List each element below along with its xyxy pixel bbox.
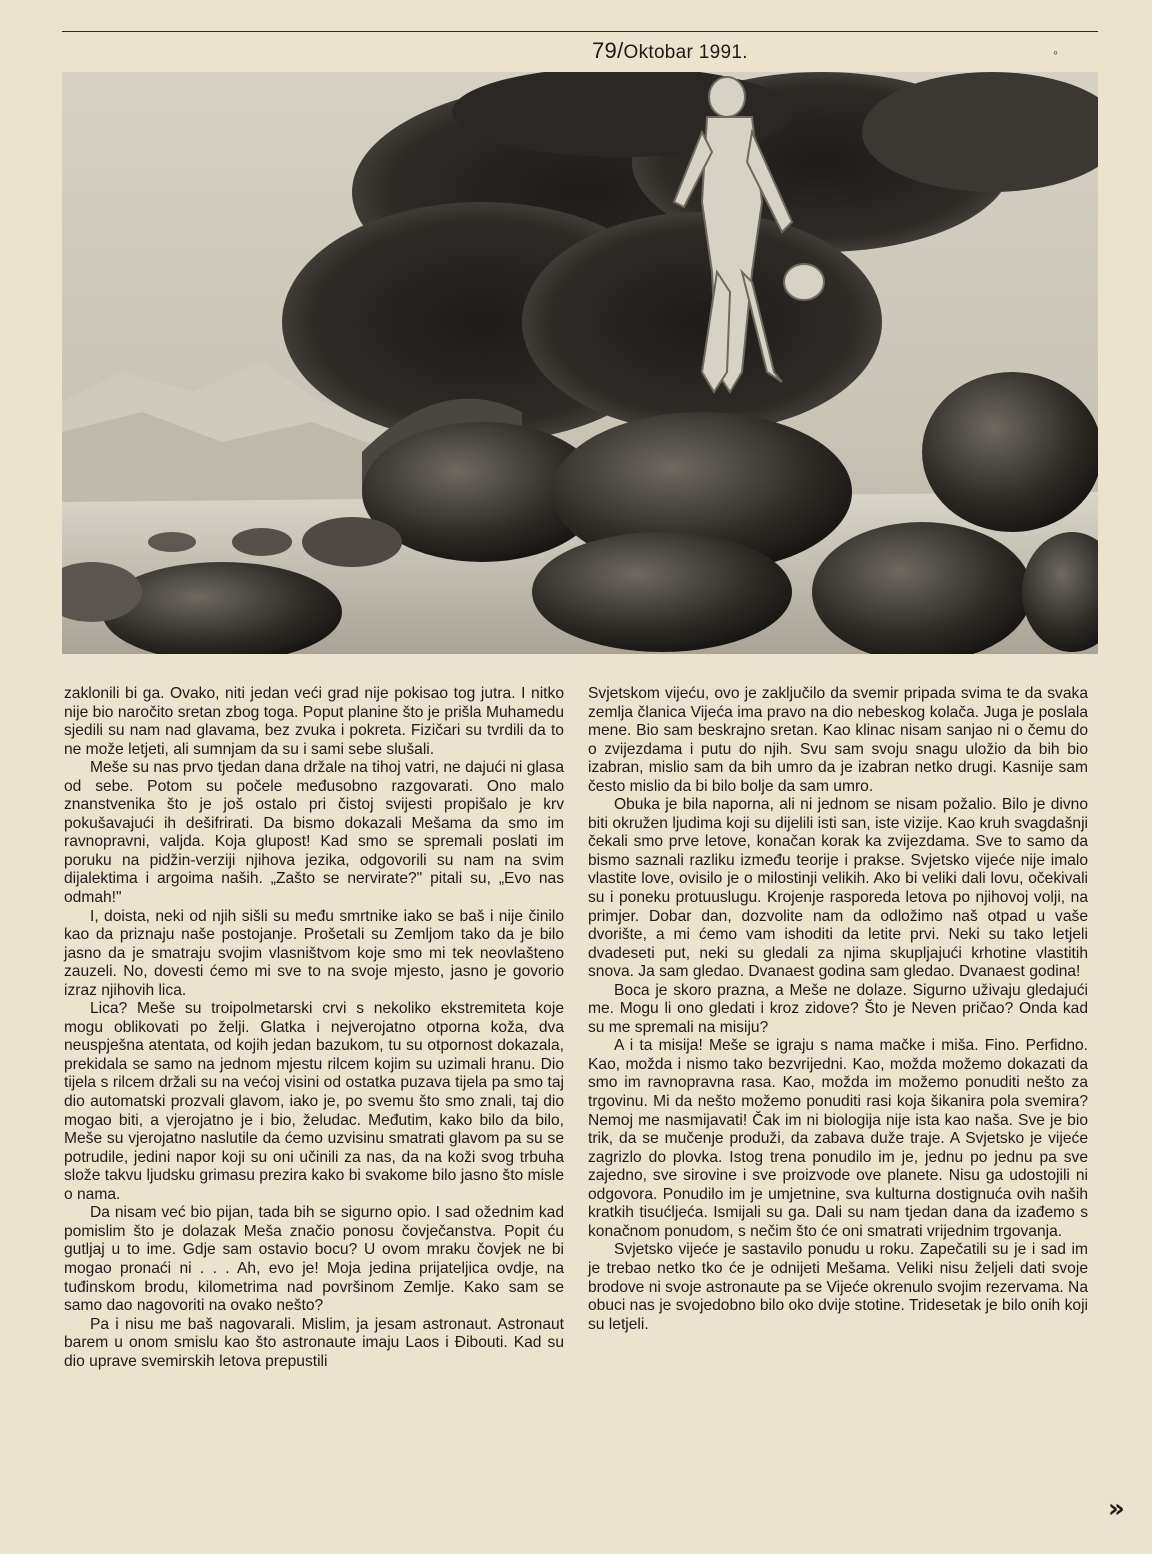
continued-arrow-icon: » (1108, 1494, 1119, 1524)
paragraph: Boca je skoro prazna, a Meše ne dolaze. Sigurno uživaju gledajući me. Mogu li ono gledati i kroz zidove? Što je Neven pričao? Onda kad su me spremali na misiju? (588, 981, 1088, 1036)
paragraph: Da nisam već bio pijan, tada bih se sigurno opio. I sad ožednim kad pomislim što je dolazak Meša značio ponosu čovječanstva. Popit ću gutljaj u to ime. Gdje sam ostavio bocu? U ovom mraku čovjek ne bi mogao pronaći ni . . . Ah, evo je! Moja jedina prijateljica ovdje, na tuđinskom brodu, kilometrima nad površinom Zemlje. Kako sam se samo dao nagovoriti na ovako nešto? (64, 1204, 564, 1315)
issue-date: Oktobar 1991. (623, 42, 748, 63)
paragraph: Lica? Meše su troipolmetarski crvi s nekoliko ekstremiteta koje mogu oblikovati po želji. Glatka i nejverojatno otporna koža, dva neuspješna atentata, od kojih jedan bazukom, tu su otpornost dokazala, prekidala se samo na jednom mjestu rilcem kojim su uzimali hranu. Dio tijela s rilcem držali su na većoj visini od ostatka puzava tijela pa smo taj dio automatski prozvali glavom, iako je, po svemu što smo znali, taj dio mogao biti, a vjerojatno je i bio, želudac. Međutim, kako bilo da bilo, Meše su vjerojatno naslutile da ćemo uzvisinu smatrati glavom pa su se potrudile, jedini napor koji su oni učinili za nas, da na koži svog trbuha slože takvu ljudsku grimasu prezira kako bi svakome bilo jasno što misle o nama. (64, 1000, 564, 1203)
article-column-left (64, 685, 564, 1371)
paragraph: Pa i nisu me baš nagovarali. Mislim, ja jesam astronaut. Astronaut barem u onom smislu kao što astronaute imaju Laos i Đibouti. Kad su dio uprave svemirskih letova prepustili (64, 1315, 564, 1370)
paragraph: Svjetskom vijeću, ovo je zaključilo da svemir pripada svima te da svaka zemlja članica Vijeća ima pravo na dio nebeskog kolača. Juga je poslala mene. Bio sam beskrajno sretan. Kao klinac nisam sanjao ni o čemu do o zvijezdama i putu do njih. Svu sam svoju snagu uložio da bih bio izabran, mislio sam da bih umro da je izabran netko drugi. Kasnije sam često mislio da bi bilo bolje da sam umro. (588, 685, 1088, 795)
page-header (592, 38, 748, 64)
illustration-photo (62, 72, 1098, 654)
top-rule (62, 31, 1098, 32)
astronaut-on-rocks-photo-icon (62, 72, 1098, 654)
paragraph: A i ta misija! Meše se igraju s nama mačke i miša. Fino. Perfidno. Kao, možda i nismo tako bezvrijedni. Kao, možda možemo dokazati da smo im ravnopravna rasa. Kao, možda im možemo ponuditi nešto za trgovinu. Mi da nešto možemo ponuditi rasi koja šikanira pola svemira? Nemoj me nasmijavati! Čak im ni biologija nije ista kao naša. Sve je bio trik, da se mučenje produži, da zabava duže traje. A Svjetsko je vijeće zagrizlo do plovka. Istog trena ponudilo im je, jednu po jednu pa sve zajedno, sve sirovine i sve proizvode ove planete. Nisu ga udostojili ni odgovora. Ponudilo im je umjetnine, sva kulturna dostignuća ovih naših kratkih tisućljeća. Ismijali su ga. Dali su nam tjedan dana da izađemo s konačnom ponudom, s nečim što će oni smatrati vrijednim trgovanja. (588, 1037, 1088, 1240)
paragraph: zaklonili bi ga. Ovako, niti jedan veći grad nije pokisao tog jutra. I nitko nije bio naročito sretan zbog toga. Poput planine što je prišla Muhamedu sjedili su nam nad glavama, bez zvuka i pokreta. Fizičari su tvrdili da to ne može letjeti, ali sumnjam da su i sami sebe slušali. (64, 685, 564, 758)
paragraph: Obuka je bila naporna, ali ni jednom se nisam požalio. Bilo je divno biti okružen ljudima koji su dijelili isti san, iste vizije. Kao kruh svagdašnji čekali smo prve letove, konačan korak ka zvijezdama. Sve to samo da bismo saznali razliku između teorije i prakse. Svjetsko vijeće nije imalo vlastite love, ovisilo je o milostinji velikih. Ako bi veliki dali lovu, očekivali su i poneku protuuslugu. Krojenje rasporeda letova po njihovoj volji, na primjer. Dobar dan, dozvolite nam da odložimo naš otpad u vaše dvorište, a mi ćemo vam ishoditi da letite prvi. Neki su tako letjeli dvadeseti put, neki su gledali za njima skupljajući krhotine vlastitih snova. Ja sam gledao. Dvanaest godina sam gledao. Dvanaest godina! (588, 796, 1088, 981)
article-column-right (588, 685, 1088, 1334)
paragraph: Meše su nas prvo tjedan dana držale na tihoj vatri, ne dajući ni glasa od sebe. Potom su počele međusobno razgovarati. Ono malo znanstvenika što je još ostalo pri čistoj svijesti propišalo je krv pokušavajući ih dešifrirati. Da bismo dokazali Mešama da smo im ravnopravni, valjda. Koja glupost! Kad smo se spremali poslati im poruku na pidžin-verziji njihova jezika, odgovorili su nam na svim dijalektima i argoima naših. „Zašto se nervirate?" pitali su, „Evo nas odmah!" (64, 759, 564, 907)
issue-number: 79/ (592, 38, 624, 63)
paragraph: Svjetsko vijeće je sastavilo ponudu u roku. Zapečatili su je i sad im je trebao netko tko će je odnijeti Mešama. Veliki nisu željeli dati svoje brodove ni svoje astronaute pa se Vijeće okrenulo svojim rezervama. Na obuci nas je svojedobno bilo oko dvije stotine. Tridesetak je bilo onih koji su letjeli. (588, 1241, 1088, 1333)
paragraph: I, doista, neki od njih sišli su među smrtnike iako se baš i nije činilo kao da priznaju naše postojanje. Prošetali su Zemljom tako da je bilo jasno da je smatraju svojim vlasništvom koje smo mi tek neovlašteno zauzeli. No, dovesti ćemo mi sve to na svoje mjesto, jasno je govorio izraz njihovih lica. (64, 907, 564, 999)
ink-speck-icon: ◦ (1053, 44, 1058, 60)
